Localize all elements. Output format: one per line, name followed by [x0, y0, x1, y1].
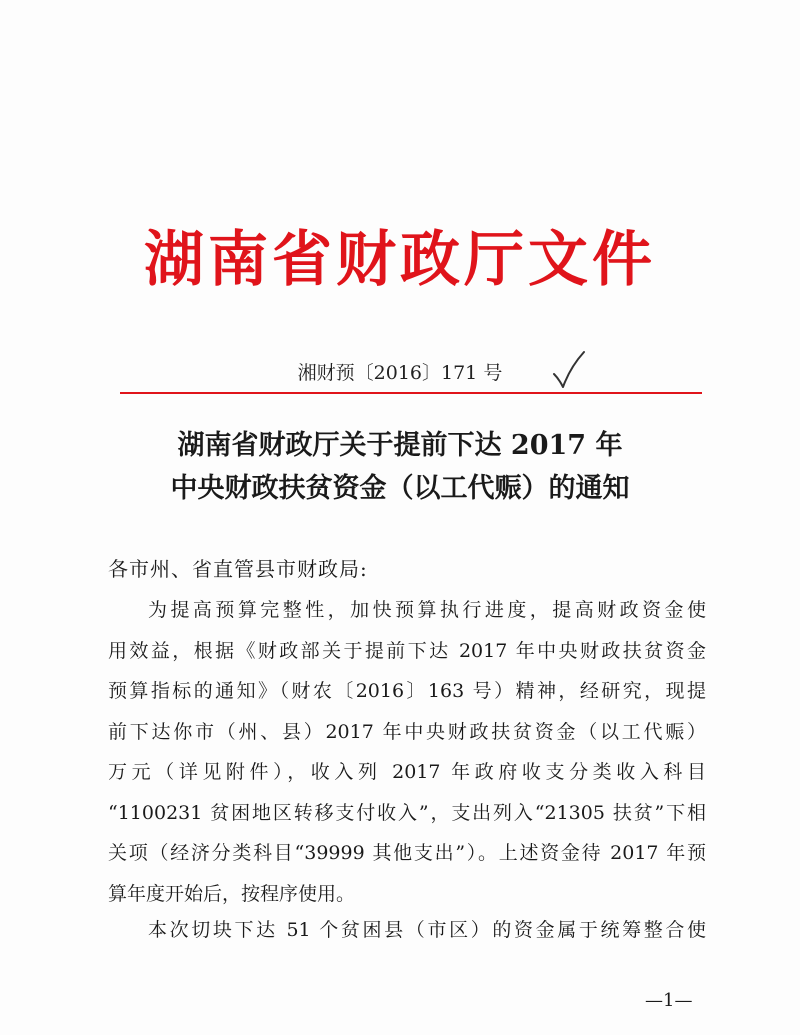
paragraph-line: 本次切块下达 51 个贫困县（市区）的资金属于统筹整合使 — [148, 919, 706, 941]
paragraph-line: 算年度开始后，按程序使用。 — [108, 882, 356, 905]
paragraph-line: 关项（经济分类科目“39999 其他支出”）。上述资金待 2017 年预 — [108, 842, 706, 864]
document-header-title: 湖南省财政厅文件 — [144, 225, 656, 295]
header-red-rule — [120, 392, 702, 394]
paragraph-line: 万元（详见附件），收入列 2017 年政府收支分类收入科目 — [108, 761, 706, 783]
salutation: 各市州、省直管县市财政局: — [108, 557, 368, 581]
body-paragraph-2 — [108, 910, 706, 951]
paragraph-line: 为提高预算完整性，加快预算执行进度，提高财政资金使 — [148, 599, 706, 621]
body-paragraph-1 — [108, 590, 706, 914]
notice-title-line-2: 中央财政扶贫资金（以工代赈）的通知 — [170, 473, 630, 504]
paragraph-line: 预算指标的通知》（财农〔2016〕163 号）精神，经研究，现提 — [108, 680, 706, 702]
notice-title-line-1: 湖南省财政厅关于提前下达 2017 年 — [177, 430, 623, 461]
page-number: —1— — [645, 990, 693, 1011]
handwritten-checkmark-icon — [552, 350, 586, 390]
document-number: 湘财预〔2016〕171 号 — [297, 362, 503, 384]
paragraph-line: 用效益，根据《财政部关于提前下达 2017 年中央财政扶贫资金 — [108, 639, 706, 662]
paragraph-line: “1100231 贫困地区转移支付收入”，支出列入“21305 扶贫”下相 — [108, 801, 706, 824]
paragraph-line: 前下达你市（州、县）2017 年中央财政扶贫资金（以工代赈） — [108, 720, 706, 743]
